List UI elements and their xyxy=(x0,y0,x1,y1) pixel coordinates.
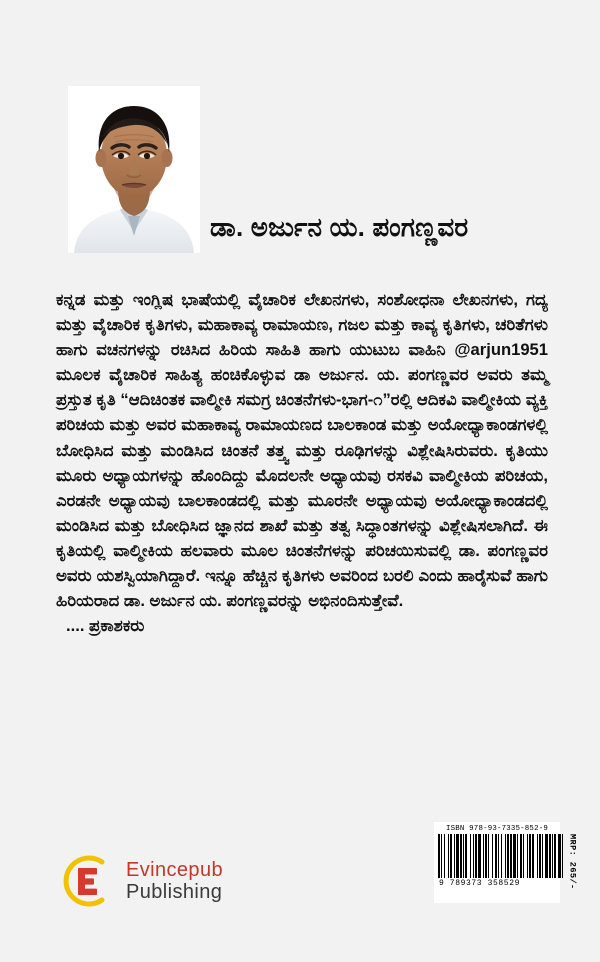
publisher-name xyxy=(126,859,223,904)
isbn-number: ISBN 978-93-7335-852-9 xyxy=(446,825,548,833)
back-cover-blurb xyxy=(56,287,548,638)
author-portrait-image xyxy=(68,86,200,253)
author-photo xyxy=(68,86,200,253)
publisher-name-line2: Publishing xyxy=(126,881,223,903)
isbn-barcode xyxy=(434,822,578,903)
publisher-logo xyxy=(58,852,223,910)
mrp-label: MRP: 265/- xyxy=(567,834,578,890)
publisher-name-line1: Evincepub xyxy=(126,858,223,881)
evincepub-monogram-icon xyxy=(58,852,116,910)
blurb-paragraph: ಕನ್ನಡ ಮತ್ತು ಇಂಗ್ಲಿಷ ಭಾಷೆಯಲ್ಲಿ ವೈಚಾರಿಕ ಲೇಖನಗಳು, ಸಂಶೋಧನಾ ಲೇಖನಗಳು, ಗದ್ಯ ಮತ್ತು ವೈಚಾರಿಕ ಕೃತಿಗಳು, ಮಹಾಕಾವ್ಯ ರಾಮಾಯಣ, ಗಜಲ ಮತ್ತು ಕಾವ್ಯ ಕೃತಿಗಳು, ಚರಿತೆಗಳು ಹಾಗು ವಚನಗಳನ್ನು ರಚಿಸಿದ ಹಿರಿಯ ಸಾಹಿತಿ ಹಾಗು ಯುಟುಬ ವಾಹಿನಿ @arjun1951 ಮೂಲಕ ವೈಚಾರಿಕ ಸಾಹಿತ್ಯ ಹಂಚಿಕೊಳ್ಳುವ ಡಾ ಅರ್ಜುನ. ಯ. ಪಂಗಣ್ಣವರ ಅವರು ತಮ್ಮ ಪ್ರಸ್ತುತ ಕೃತಿ “ಆದಿಚಿಂತಕ ವಾಲ್ಮೀಕಿ ಸಮಗ್ರ ಚಿಂತನೆಗಳು-ಭಾಗ-೧”ರಲ್ಲಿ ಆದಿಕವಿ ವಾಲ್ಮೀಕಿಯ ವ್ಯಕ್ತಿ ಪರಿಚಯ ಮತ್ತು ಅವರ ಮಹಾಕಾವ್ಯ ರಾಮಾಯಣದ ಬಾಲಕಾಂಡ ಮತ್ತು ಅಯೋಧ್ಯಾಕಾಂಡಗಳಲ್ಲಿ ಬೋಧಿಸಿದ ಮತ್ತು ಮಂಡಿಸಿದ ಚಿಂತನೆ ತತ್ತ್ವ ಮತ್ತು ರೂಢಿಗಳನ್ನು ವಿಶ್ಲೇಷಿಸಿರುವರು. ಕೃತಿಯು ಮೂರು ಅಧ್ಯಾಯಗಳನ್ನು ಹೊಂದಿದ್ದು ಮೊದಲನೇ ಅಧ್ಯಾಯವು ರಸಕವಿ ವಾಲ್ಮೀಕಿಯ ಪರಿಚಯ, ಎರಡನೇ ಅಧ್ಯಾಯವು ಬಾಲಕಾಂಡದಲ್ಲಿ ಮತ್ತು ಮೂರನೇ ಅಧ್ಯಾಯವು ಅಯೋಧ್ಯಾಕಾಂಡದಲ್ಲಿ ಮಂಡಿಸಿದ ಮತ್ತು ಬೋಧಿಸಿದ ಜ್ಞಾನದ ಶಾಖೆ ಮತ್ತು ತತ್ವ ಸಿದ್ಧಾಂತಗಳನ್ನು ವಿಶ್ಲೇಷಿಸಲಾಗಿದೆ. ಈ ಕೃತಿಯಲ್ಲಿ ವಾಲ್ಮೀಕಿಯ ಹಲವಾರು ಮೂಲ ಚಿಂತನೆಗಳನ್ನು ಪರಿಚಯಿಸುವಲ್ಲಿ ಡಾ. ಪಂಗಣ್ಣವರ ಅವರು ಯಶಸ್ವಿಯಾಗಿದ್ದಾರೆ. ಇನ್ನೂ ಹೆಚ್ಚಿನ ಕೃತಿಗಳು ಅವರಿಂದ ಬರಲಿ ಎಂದು ಹಾರೈಸುವೆ ಹಾಗು ಹಿರಿಯರಾದ ಡಾ. ಅರ್ಜುನ ಯ. ಪಂಗಣ್ಣವರನ್ನು ಅಭಿನಂದಿಸುತ್ತೇವೆ. xyxy=(56,290,548,611)
barcode-digits: 9 789373 358529 xyxy=(439,879,521,888)
barcode-bars xyxy=(438,834,565,878)
author-name: ಡಾ. ಅರ್ಜುನ ಯ. ಪಂಗಣ್ಣವರ xyxy=(210,212,469,242)
blurb-signature: .... ಪ್ರಕಾಶಕರು xyxy=(66,616,145,636)
